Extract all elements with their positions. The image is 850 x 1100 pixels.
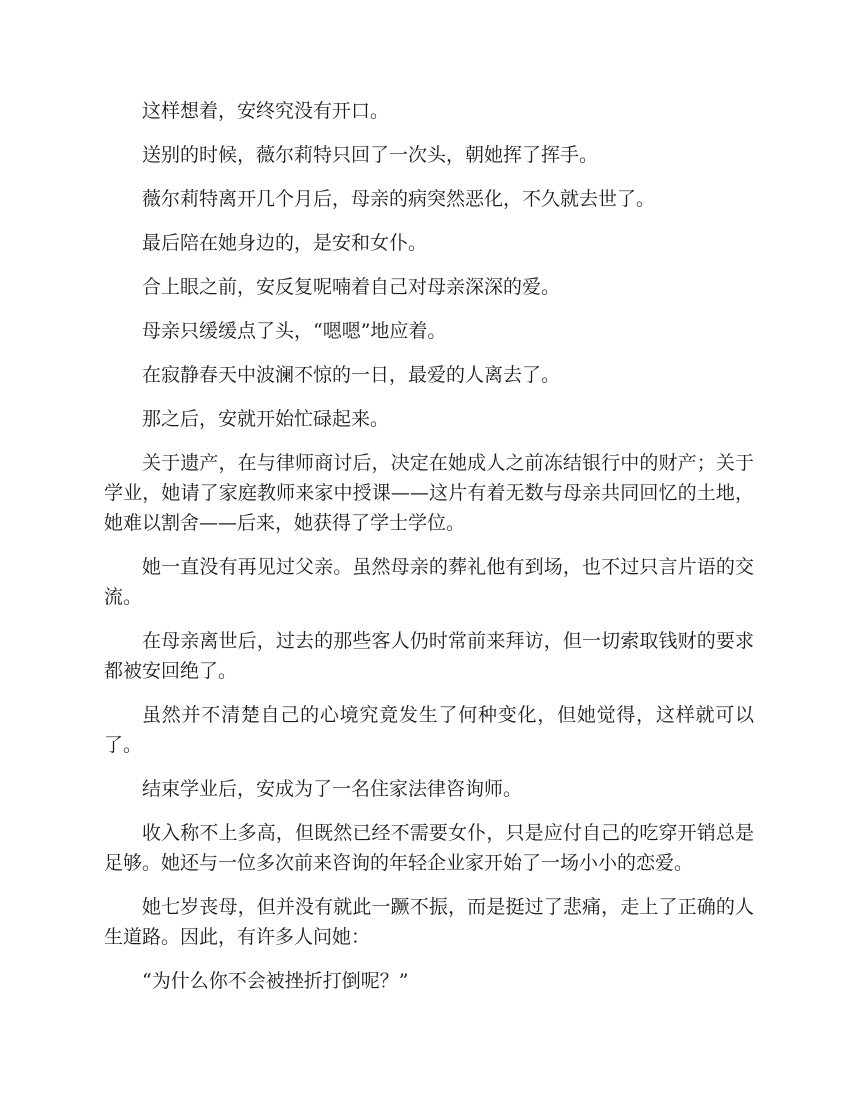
paragraph: 最后陪在她身边的，是安和女仆。 — [142, 232, 428, 254]
paragraph: 薇尔莉特离开几个月后，母亲的病突然恶化，不久就去世了。 — [142, 188, 656, 210]
paragraph: “为什么你不会被挫折打倒呢？” — [142, 970, 409, 992]
paragraph: 这样想着，安终究没有开口。 — [142, 100, 390, 122]
paragraph: 那之后，安就开始忙碌起来。 — [142, 408, 390, 430]
paragraph: 她七岁丧母，但并没有就此一蹶不振，而是挺过了悲痛，走上了正确的人生道路。因此，有许多人问她： — [104, 896, 754, 948]
paragraph: 母亲只缓缓点了头，“嗯嗯”地应着。 — [142, 320, 447, 342]
paragraph: 虽然并不清楚自己的心境究竟发生了何种变化，但她觉得，这样就可以了。 — [104, 704, 754, 756]
paragraph: 收入称不上多高，但既然已经不需要女仆，只是应付自己的吃穿开销总是足够。她还与一位多次前来咨询的年轻企业家开始了一场小小的恋爱。 — [104, 822, 754, 874]
paragraph: 结束学业后，安成为了一名住家法律咨询师。 — [142, 778, 523, 800]
paragraph: 合上眼之前，安反复呢喃着自己对母亲深深的爱。 — [142, 276, 561, 298]
paragraph: 在寂静春天中波澜不惊的一日，最爱的人离去了。 — [142, 364, 561, 386]
paragraph: 在母亲离世后，过去的那些客人仍时常前来拜访，但一切索取钱财的要求都被安回绝了。 — [104, 630, 754, 682]
paragraph: 送别的时候，薇尔莉特只回了一次头，朝她挥了挥手。 — [142, 144, 599, 166]
paragraph: 关于遗产，在与律师商讨后，决定在她成人之前冻结银行中的财产；关于学业，她请了家庭教师来家中授课——这片有着无数与母亲共同回忆的土地，她难以割舍——后来，她获得了学士学位。 — [104, 452, 754, 534]
paragraph: 她一直没有再见过父亲。虽然母亲的葬礼他有到场，也不过只言片语的交流。 — [104, 556, 754, 608]
document-body — [104, 96, 754, 1010]
